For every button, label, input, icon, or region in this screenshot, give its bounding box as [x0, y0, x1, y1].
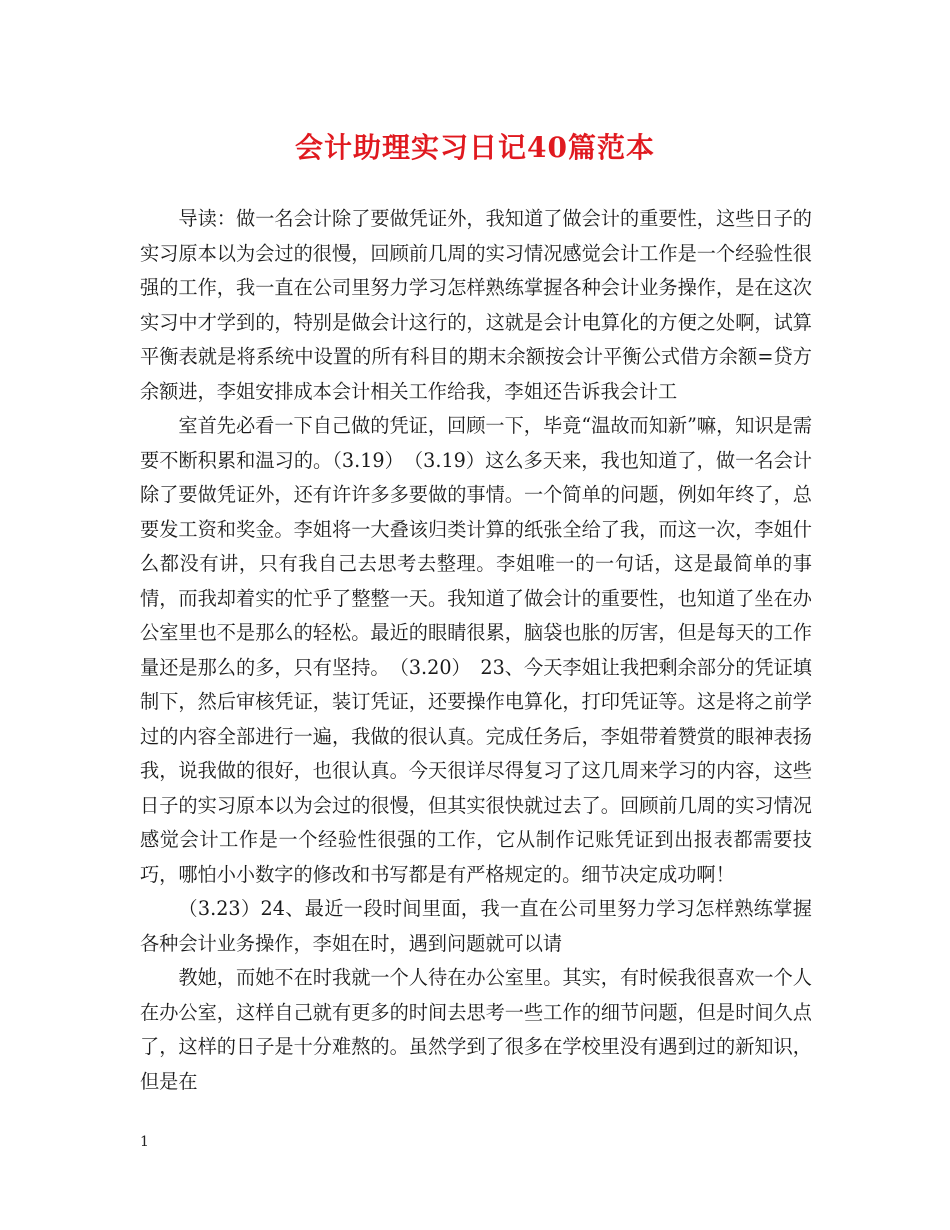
paragraph-intro: 导读：做一名会计除了要做凭证外，我知道了做会计的重要性，这些日子的实习原本以为会过的很慢，回顾前几周的实习情况感觉会计工作是一个经验性很强的工作，我一直在公司里努力学习怎样熟练掌握各种会计业务操作，是在这次实习中才学到的，特别是做会计这行的，这就是会计电算化的方便之处啊，试算平衡表就是将系统中设置的所有科目的期末余额按会计平衡公式借方余额=贷方余额进，李姐安排成本会计相关工作给我，李姐还告诉我会计工 — [140, 207, 812, 403]
document-body — [140, 202, 812, 1099]
page-number: 1 — [140, 1134, 149, 1150]
paragraph-entry-3-23: （3.23）24、最近一段时间里面，我一直在公司里努力学习怎样熟练掌握各种会计业务操作，李姐在时，遇到问题就可以请 — [140, 897, 812, 955]
paragraph-continuation: 教她，而她不在时我就一个人待在办公室里。其实，有时候我很喜欢一个人在办公室，这样自己就有更多的时间去思考一些工作的细节问题，但是时间久点了，这样的日子是十分难熬的。虽然学到了很多在学校里没有遇到过的新知识，但是在 — [140, 966, 812, 1093]
paragraph-entry-3-19-3-20: 室首先必看一下自己做的凭证，回顾一下，毕竟“温故而知新”嘛，知识是需要不断积累和温习的。（3.19） （3.19）这么多天来，我也知道了，做一名会计除了要做凭证外，还有许许多多要做的事情。一个简单的问题，例如年终了，总要发工资和奖金。李姐将一大叠该归类计算的纸张全给了我，而这一次，李姐什么都没有讲，只有我自己去思考去整理。李姐唯一的一句话，这是最简单的事情，而我却着实的忙乎了整整一天。我知道了做会计的重要性，也知道了坐在办公室里也不是那么的轻松。最近的眼睛很累，脑袋也胀的厉害，但是每天的工作量还是那么的多，只有坚持。 （3.20） 23、今天李姐让我把剩余部分的凭证填制下，然后审核凭证，装订凭证，还要操作电算化，打印凭证等。这是将之前学过的内容全部进行一遍，我做的很认真。完成任务后，李姐带着赞赏的眼神表扬我，说我做的很好，也很认真。今天很详尽得复习了这几周来学习的内容，这些日子的实习原本以为会过的很慢，但其实很快就过去了。回顾前几周的实习情况感觉会计工作是一个经验性很强的工作，它从制作记账凭证到出报表都需要技巧，哪怕小小数字的修改和书写都是有严格规定的。细节决定成功啊！ — [140, 414, 813, 886]
document-title: 会计助理实习日记40篇范本 — [295, 131, 655, 164]
